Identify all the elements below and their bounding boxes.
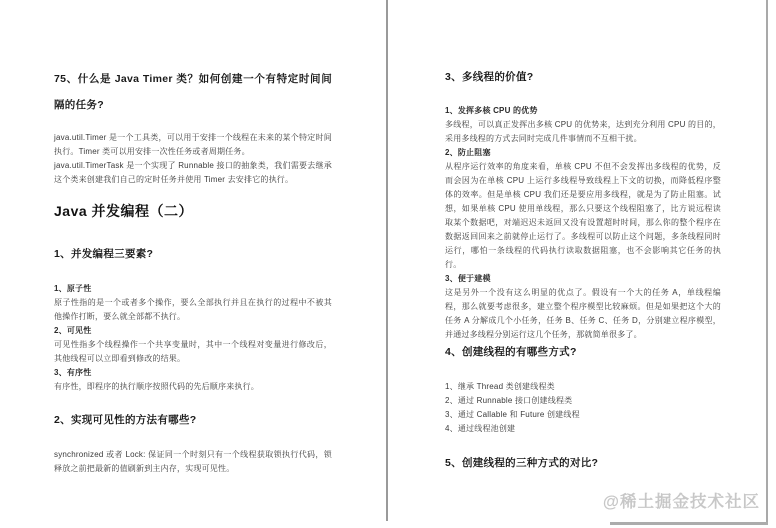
q4-list-item-1: 1、继承 Thread 类创建线程类 xyxy=(445,382,555,391)
question-75-heading: 75、什么是 Java Timer 类？如何创建一个有特定时间间隔的任务? xyxy=(54,73,332,111)
watermark: @稀土掘金技术社区 xyxy=(602,493,760,511)
page-gap-divider xyxy=(386,0,388,521)
question-3-heading: 3、多线程的价值? xyxy=(445,71,534,83)
q3-answer xyxy=(445,104,721,342)
q3-item-3-text: 这是另外一个没有这么明显的优点了。假设有一个大的任务 A，单线程编程，那么就要考虑很多，建立整个程序模型比较麻烦。但是如果把这个大的任务 A 分解成几个小任务，任务 B、任务 C、任务 D，分别建立程序模型，并通过多线程分别运行这几个任务，那就简单很多了。 xyxy=(445,288,721,339)
q2-answer: synchronized 或者 Lock: 保证同一个时刻只有一个线程获取锁执行代码，锁释放之前把最新的值刷新到主内存，实现可见性。 xyxy=(54,450,332,473)
q3-item-2-text: 从程序运行效率的角度来看，单核 CPU 不但不会发挥出多线程的优势，反而会因为在单核 CPU 上运行多线程导致线程上下文的切换，而降低程序整体的效率。但是单核 CPU 我们还是要应用多线程，就是为了防止阻塞。试想，如果单核 CPU 使用单线程，那么只要这个线程阻塞了，比方说远程读取某个数据吧，对端迟迟未返回又没有设置超时时间，那么你的整个程序在数据返回回来之前就停止运行了。多线程可以防止这个问题，多条线程同时运行，哪怕一条线程的代码执行读取数据阻塞，也不会影响其它任务的执行。 xyxy=(445,162,721,269)
question-1-heading: 1、并发编程三要素? xyxy=(54,248,154,260)
q3-item-2-label: 2、防止阻塞 xyxy=(445,148,491,157)
chapter-title: Java 并发编程（二） xyxy=(54,203,194,219)
q75-answer-paragraph-2: java.util.TimerTask 是一个实现了 Runnable 接口的抽象类，我们需要去继承这个类来创建我们自己的定时任务并使用 Timer 去安排它的执行。 xyxy=(54,161,332,184)
q75-answer-paragraph-1: java.util.Timer 是一个工具类，可以用于安排一个线程在未来的某个特定时间执行。Timer 类可以用安排一次性任务或者周期任务。 xyxy=(54,133,332,156)
q1-item-2-label: 2、可见性 xyxy=(54,326,92,335)
page-bottom-edge xyxy=(610,522,768,525)
q1-answer xyxy=(54,282,332,394)
q1-item-3-text: 有序性，即程序的执行顺序按照代码的先后顺序来执行。 xyxy=(54,382,259,391)
q3-item-1-text: 多线程，可以真正发挥出多核 CPU 的优势来，达到充分利用 CPU 的目的，采用多线程的方式去同时完成几件事情而不互相干扰。 xyxy=(445,120,721,143)
q3-item-3-label: 3、便于建模 xyxy=(445,274,491,283)
q1-item-2-text: 可见性指多个线程操作一个共享变量时，其中一个线程对变量进行修改后，其他线程可以立即看到修改的结果。 xyxy=(54,340,332,363)
page-right xyxy=(388,0,766,528)
q4-answer-list xyxy=(445,380,721,436)
question-4-heading: 4、创建线程的有哪些方式? xyxy=(445,346,577,358)
question-5-heading: 5、创建线程的三种方式的对比? xyxy=(445,457,599,469)
q1-item-1-text: 原子性指的是一个或者多个操作，要么全部执行并且在执行的过程中不被其他操作打断，要么就全部都不执行。 xyxy=(54,298,332,321)
page-left xyxy=(0,0,386,528)
q4-list-item-4: 4、通过线程池创建 xyxy=(445,424,516,433)
question-2-heading: 2、实现可见性的方法有哪些? xyxy=(54,414,197,426)
page-right-edge xyxy=(766,0,768,524)
q3-item-1-label: 1、发挥多核 CPU 的优势 xyxy=(445,106,538,115)
q75-answer xyxy=(54,131,332,187)
q4-list-item-2: 2、通过 Runnable 接口创建线程类 xyxy=(445,396,573,405)
q1-item-1-label: 1、原子性 xyxy=(54,284,92,293)
q4-list-item-3: 3、通过 Callable 和 Future 创建线程 xyxy=(445,410,580,419)
q1-item-3-label: 3、有序性 xyxy=(54,368,92,377)
